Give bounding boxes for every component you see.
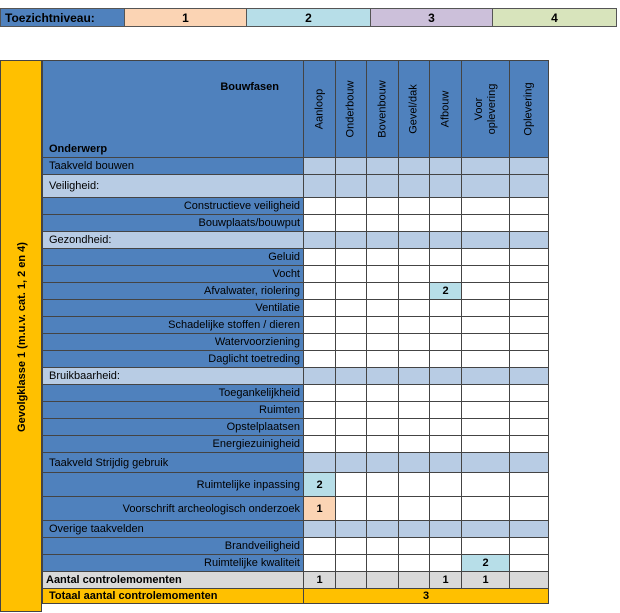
- row-label: Watervoorziening: [43, 334, 304, 351]
- table-row: [43, 283, 549, 300]
- row-label: Ruimtelijke inpassing: [43, 473, 304, 497]
- row-label: Gezondheid:: [43, 232, 304, 249]
- level-cell: 2: [430, 283, 462, 300]
- row-label: Daglicht toetreding: [43, 351, 304, 368]
- legend-level-2: 2: [247, 9, 371, 27]
- phase-header: [510, 61, 549, 158]
- phase-header: [430, 61, 462, 158]
- totaal-label: Totaal aantal controlemomenten: [43, 589, 304, 604]
- table-row: [43, 249, 549, 266]
- table-row: [43, 198, 549, 215]
- row-label: Bouwplaats/bouwput: [43, 215, 304, 232]
- row-label: Afvalwater, riolering: [43, 283, 304, 300]
- table-row: [43, 497, 549, 521]
- table-row: [43, 385, 549, 402]
- phase-afbouw: Afbouw: [439, 90, 451, 128]
- phase-bovenbouw: Bovenbouw: [376, 80, 388, 138]
- level-cell: 2: [304, 473, 336, 497]
- phase-voor-oplevering: Voor oplevering: [472, 83, 498, 135]
- row-label: Ventilatie: [43, 300, 304, 317]
- level-cell: 1: [304, 497, 336, 521]
- onderwerp-header: Onderwerp: [49, 143, 108, 155]
- count-cell: [399, 572, 430, 589]
- row-label: Geluid: [43, 249, 304, 266]
- legend-label: Toezichtniveau:: [1, 9, 125, 27]
- header-corner: [43, 61, 304, 158]
- table-row: [43, 175, 549, 198]
- row-label: Ruimtelijke kwaliteit: [43, 555, 304, 572]
- table-row: [43, 473, 549, 497]
- level-cell: 2: [462, 555, 510, 572]
- phase-oplevering: Oplevering: [522, 82, 535, 136]
- row-label: Opstelplaatsen: [43, 419, 304, 436]
- count-cell: [510, 572, 549, 589]
- count-cell: [336, 572, 367, 589]
- bouwfasen-header: Bouwfasen: [220, 81, 279, 93]
- table-row: [43, 419, 549, 436]
- totaal-row: [43, 589, 549, 604]
- table-row: [43, 555, 549, 572]
- row-label: Ruimten: [43, 402, 304, 419]
- toezichtniveau-legend: [0, 8, 617, 27]
- aantal-row: [43, 572, 549, 589]
- legend-level-4: 4: [493, 9, 617, 27]
- row-label: Bruikbaarheid:: [43, 368, 304, 385]
- table-row: [43, 402, 549, 419]
- row-label: Veiligheid:: [43, 175, 304, 198]
- aantal-label: Aantal controlemomenten: [43, 572, 304, 589]
- phase-header: [367, 61, 399, 158]
- row-label: Toegankelijkheid: [43, 385, 304, 402]
- count-cell: 1: [430, 572, 462, 589]
- row-label: Energiezuinigheid: [43, 436, 304, 453]
- row-label: Vocht: [43, 266, 304, 283]
- count-cell: 1: [462, 572, 510, 589]
- row-label: Schadelijke stoffen / dieren: [43, 317, 304, 334]
- legend-level-3: 3: [371, 9, 493, 27]
- table-row: [43, 158, 549, 175]
- table-row: [43, 436, 549, 453]
- table-row: [43, 266, 549, 283]
- table-row: [43, 368, 549, 385]
- table-row: [43, 334, 549, 351]
- row-label: Taakveld Strijdig gebruik: [43, 453, 304, 473]
- legend-level-1: 1: [125, 9, 247, 27]
- phase-header: [462, 61, 510, 158]
- table-row: [43, 215, 549, 232]
- table-row: [43, 453, 549, 473]
- phase-gevel-dak: Gevel/dak: [407, 84, 420, 134]
- row-label: Constructieve veiligheid: [43, 198, 304, 215]
- phase-onderbouw: Onderbouw: [344, 80, 357, 138]
- table-row: [43, 317, 549, 334]
- table-row: [43, 351, 549, 368]
- phase-aanloop: Aanloop: [313, 88, 325, 130]
- count-cell: 1: [304, 572, 336, 589]
- table-row: [43, 232, 549, 249]
- totaal-value: 3: [304, 589, 549, 604]
- phase-header: [304, 61, 336, 158]
- table-row: [43, 521, 549, 538]
- phase-header: [336, 61, 367, 158]
- phase-header: [399, 61, 430, 158]
- count-cell: [367, 572, 399, 589]
- row-label: Taakveld bouwen: [43, 158, 304, 175]
- table-row: [43, 300, 549, 317]
- controlemomenten-table: [42, 60, 549, 604]
- table-row: [43, 538, 549, 555]
- header-row: [43, 61, 549, 158]
- gevolgklasse-label: Gevolgklasse 1 (m.u.v. cat. 1, 2 en 4): [16, 242, 28, 432]
- row-label: Voorschrift archeologisch onderzoek: [43, 497, 304, 521]
- row-label: Overige taakvelden: [43, 521, 304, 538]
- row-label: Brandveiligheid: [43, 538, 304, 555]
- gevolgklasse-band: [0, 60, 42, 612]
